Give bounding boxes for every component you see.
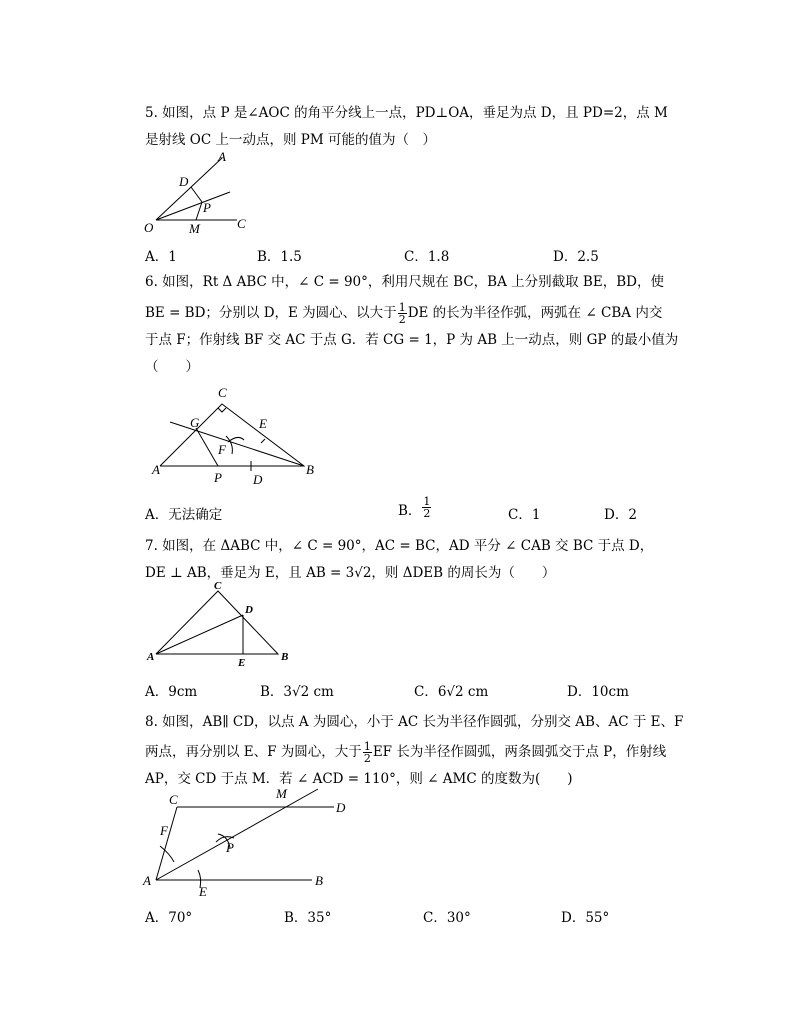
q6-option-d[interactable]: D．2	[604, 507, 637, 523]
q5-option-b[interactable]: B．1.5	[257, 249, 302, 265]
q6-text-line1: 6. 如图，Rt Δ ABC 中，∠ C = 90°，利用尺规在 BC，BA 上分别截取 BE，BD，使	[145, 274, 664, 290]
q5-option-d[interactable]: D．2.5	[553, 249, 599, 265]
q6-text-line4: （ ）	[145, 359, 199, 375]
q6-fraction-half	[398, 302, 407, 325]
q6-optb-num: 1	[423, 495, 431, 508]
q7-figure	[146, 579, 296, 669]
q8-label-P: P	[226, 840, 234, 855]
q5-label-P: P	[203, 200, 211, 215]
q6-label-D: D	[253, 472, 263, 487]
q8-option-a[interactable]: A．70°	[145, 910, 193, 926]
q8-option-d[interactable]: D．55°	[561, 910, 610, 926]
q6-label-E: E	[259, 416, 267, 431]
q5-text-line2: 是射线 OC 上一动点，则 PM 可能的值为（ ）	[145, 132, 436, 148]
q5-segment-PD	[191, 187, 202, 202]
q5-bisector	[156, 192, 230, 220]
q7-segment-AD	[156, 615, 243, 654]
q8-ray-AP	[156, 789, 318, 880]
q8-text-line2	[145, 741, 666, 764]
q5-option-c[interactable]: C．1.8	[404, 249, 450, 265]
q5-figure	[140, 148, 260, 236]
q8-fraction-half	[363, 741, 372, 764]
q6-option-b-fraction	[422, 496, 431, 519]
q6-label-B: B	[306, 462, 314, 477]
q5-option-a[interactable]: A．1	[145, 249, 177, 265]
q8-frac-den: 2	[363, 752, 371, 765]
q7-option-b[interactable]: B．3√2 cm	[260, 684, 334, 700]
q8-figure	[140, 788, 355, 898]
q7-label-D: D	[245, 604, 253, 616]
q6-label-A: A	[152, 462, 160, 477]
q8-option-c[interactable]: C．30°	[423, 910, 471, 926]
q6-option-b-prefix: B．	[398, 503, 422, 519]
q5-text-line1: 5. 如图，点 P 是∠AOC 的角平分线上一点，PD⊥OA，垂足为点 D，且 PD=2，点 M	[145, 105, 668, 121]
q6-text-line2	[145, 302, 662, 325]
q6-label-F: F	[218, 442, 226, 457]
q6-label-G: G	[190, 415, 200, 430]
q8-label-E: E	[199, 884, 207, 899]
q6-text-line2a: BE = BD；分别以 D，E 为圆心、以大于	[145, 305, 397, 321]
q8-label-C: C	[169, 792, 178, 807]
q8-label-B: B	[315, 873, 323, 888]
q5-ray-OA	[156, 158, 222, 220]
q6-right-angle-mark	[218, 408, 226, 412]
q7-label-A: A	[147, 651, 155, 663]
q6-frac-num: 1	[398, 301, 406, 314]
q8-label-A: A	[143, 873, 151, 888]
q6-label-P: P	[214, 470, 222, 485]
q6-frac-den: 2	[398, 313, 406, 326]
q5-label-O: O	[144, 220, 154, 235]
q8-label-M: M	[276, 786, 287, 801]
q7-option-d[interactable]: D．10cm	[567, 684, 629, 700]
q7-text-line1: 7. 如图，在 ΔABC 中，∠ C = 90°，AC = BC，AD 平分 ∠ CAB 交 BC 于点 D，	[145, 538, 654, 554]
q7-text-line2: DE ⊥ AB，垂足为 E，且 AB = 3√2，则 ΔDEB 的周长为（ ）	[145, 565, 556, 581]
q5-label-D: D	[179, 174, 189, 189]
q7-label-E: E	[238, 657, 246, 669]
q6-option-b[interactable]	[398, 496, 432, 519]
q8-text-line2a: 两点，再分别以 E、F 为圆心，大于	[145, 744, 362, 760]
q6-triangle-ABC	[160, 404, 304, 466]
q6-option-a[interactable]: A．无法确定	[145, 507, 223, 523]
q8-text-line2b: EF 长为半径作圆弧，两条圆弧交于点 P，作射线	[372, 744, 667, 760]
q5-label-M: M	[189, 221, 200, 236]
q7-label-C: C	[214, 580, 222, 592]
q8-frac-num: 1	[363, 740, 371, 753]
q8-segment-AC	[156, 807, 177, 880]
q6-text-line2b: DE 的长为半径作弧，两弧在 ∠ CBA 内交	[407, 305, 663, 321]
q6-arc-from-D	[226, 436, 232, 454]
q5-label-A: A	[218, 149, 226, 164]
q7-option-c[interactable]: C．6√2 cm	[414, 684, 489, 700]
q6-label-C: C	[218, 385, 227, 400]
q6-figure	[148, 384, 318, 488]
q7-option-a[interactable]: A．9cm	[145, 684, 198, 700]
q6-tick-E	[261, 439, 265, 443]
q6-text-line3: 于点 F；作射线 BF 交 AC 于点 G．若 CG = 1，P 为 AB 上一动点，则 GP 的最小值为	[145, 332, 679, 348]
q8-label-F: F	[160, 823, 168, 838]
q7-label-B: B	[281, 651, 289, 663]
q8-label-D: D	[336, 800, 346, 815]
q6-optb-den: 2	[423, 507, 431, 520]
q6-option-c[interactable]: C．1	[508, 507, 541, 523]
q8-text-line3: AP，交 CD 于点 M．若 ∠ ACD = 110°，则 ∠ AMC 的度数为( )	[145, 771, 573, 787]
q8-text-line1: 8. 如图，AB∥ CD，以点 A 为圆心，小于 AC 长为半径作圆弧，分别交 AB、AC 于 E、F	[145, 714, 684, 730]
q7-triangle-ABC	[156, 591, 278, 654]
q5-label-C: C	[237, 216, 246, 231]
q8-option-b[interactable]: B．35°	[284, 910, 332, 926]
